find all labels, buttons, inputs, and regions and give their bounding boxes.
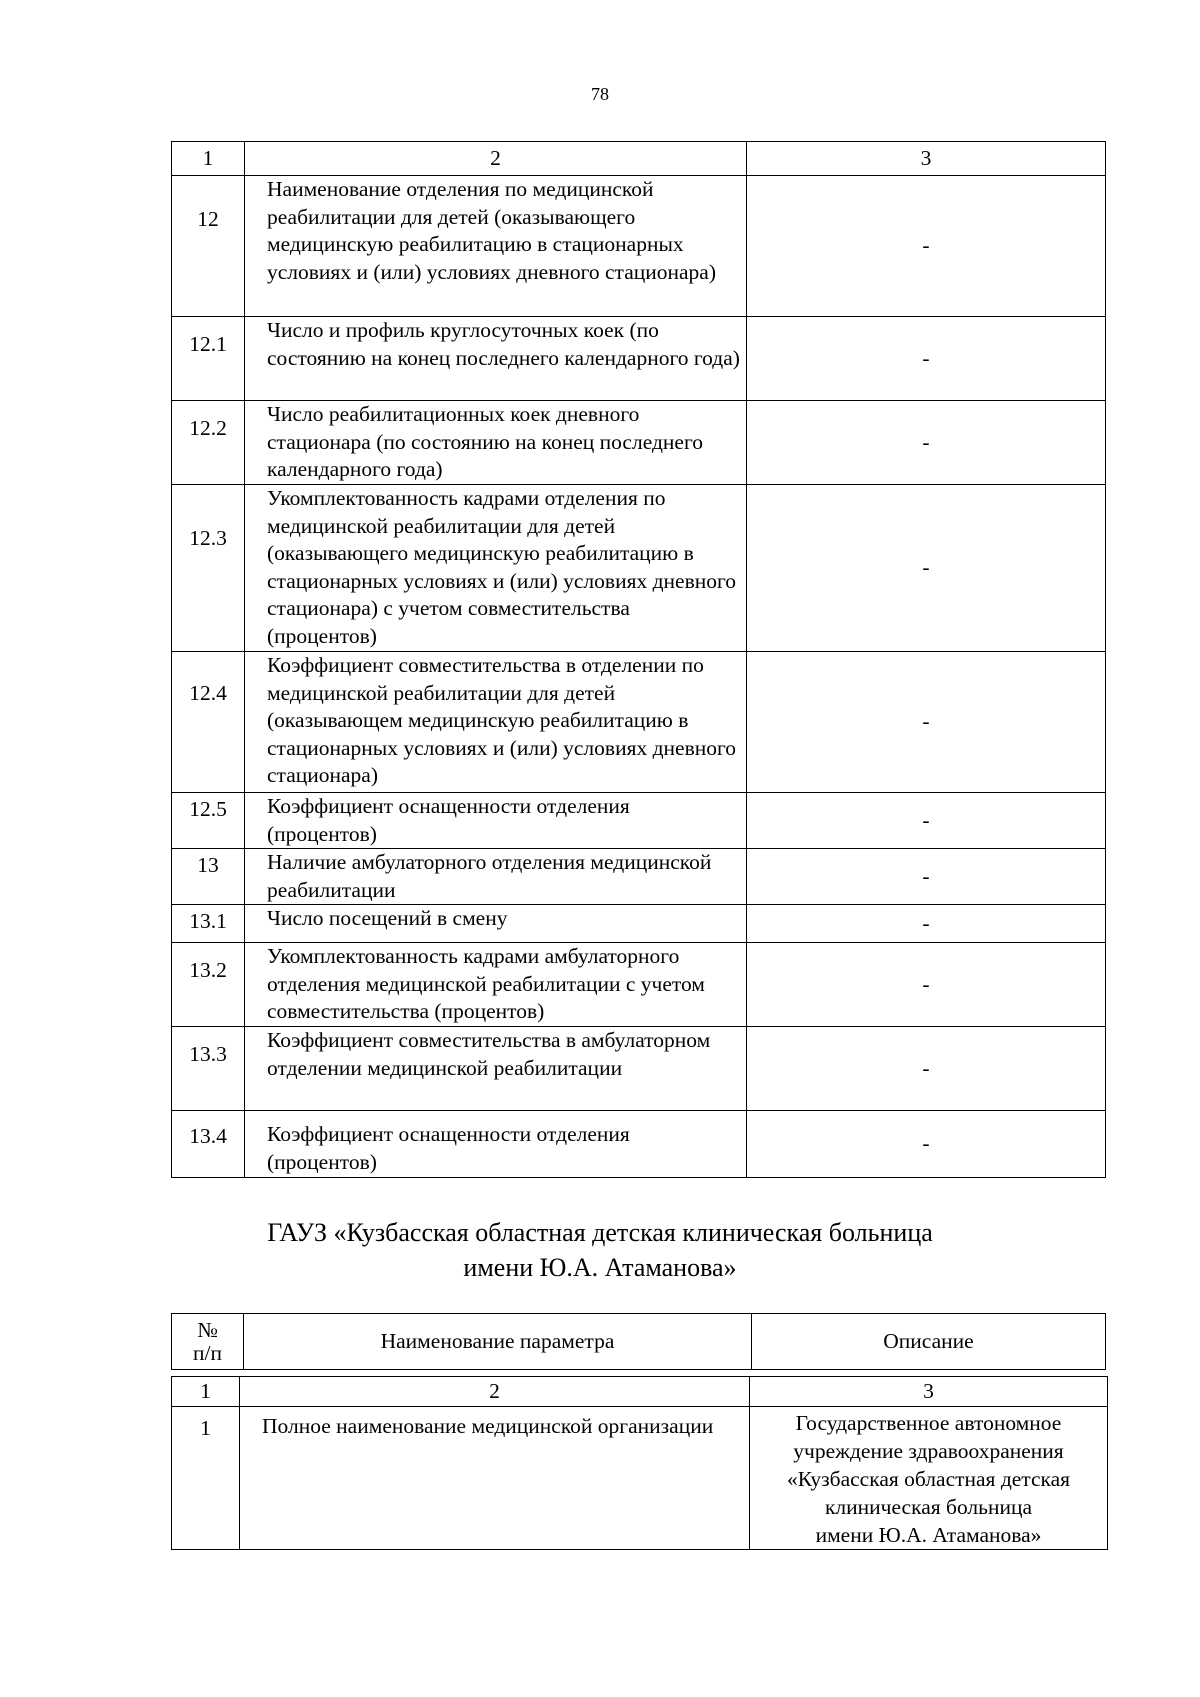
- row-name: Коэффициент оснащенности отделения (процентов): [245, 793, 747, 849]
- number-sign: №: [197, 1317, 218, 1342]
- table-row: [172, 652, 1106, 793]
- row-number: 12.5: [172, 793, 245, 849]
- table-row: [172, 176, 1106, 317]
- section-title-line-1: ГАУЗ «Кузбасская областная детская клиническая больница: [267, 1218, 933, 1247]
- description-line: «Кузбасская областная детская: [786, 1467, 1071, 1491]
- row-description: [750, 1407, 1108, 1550]
- description-column-header: Описание: [752, 1314, 1106, 1370]
- row-value: -: [747, 849, 1106, 905]
- row-name: Наличие амбулаторного отделения медицинской реабилитации: [245, 849, 747, 905]
- table-row: [172, 849, 1106, 905]
- row-name: Коэффициент совместительства в амбулаторном отделении медицинской реабилитации: [245, 1027, 747, 1111]
- row-value: -: [747, 1111, 1106, 1178]
- row-value: -: [747, 485, 1106, 652]
- table-row: [172, 943, 1106, 1027]
- section-title: [0, 1215, 1200, 1285]
- row-number: 12.1: [172, 317, 245, 401]
- table-row: [172, 485, 1106, 652]
- row-name: Коэффициент совместительства в отделении по медицинской реабилитации для детей (оказывающем медицинскую реабилитацию в стационарных условиях и (или) условиях дневного стационара): [245, 652, 747, 793]
- row-value: -: [747, 1027, 1106, 1111]
- name-column-header: Наименование параметра: [244, 1314, 752, 1370]
- row-value: -: [747, 652, 1106, 793]
- row-value: -: [747, 905, 1106, 943]
- column-index-3: 3: [750, 1377, 1108, 1407]
- row-name: Наименование отделения по медицинской реабилитации для детей (оказывающего медицинскую реабилитацию в стационарных условиях и (или) условиях дневного стационара): [245, 176, 747, 317]
- table-row: [172, 317, 1106, 401]
- column-index-2: 2: [240, 1377, 750, 1407]
- row-number: 12.2: [172, 401, 245, 485]
- column-index-1: 1: [172, 142, 245, 176]
- row-value: -: [747, 793, 1106, 849]
- column-index-2: 2: [245, 142, 747, 176]
- description-line: имени Ю.А. Атаманова»: [815, 1523, 1042, 1547]
- row-number: 13.1: [172, 905, 245, 943]
- parameters-table: [171, 1376, 1108, 1550]
- row-name: Число реабилитационных коек дневного стационара (по состоянию на конец последнего календарного года): [245, 401, 747, 485]
- table-index-row: [172, 142, 1106, 176]
- row-name: Число посещений в смену: [245, 905, 747, 943]
- number-column-header: [172, 1314, 244, 1370]
- row-value: -: [747, 943, 1106, 1027]
- section-title-line-2: имени Ю.А. Атаманова»: [463, 1253, 737, 1282]
- row-name: Число и профиль круглосуточных коек (по состоянию на конец последнего календарного года): [245, 317, 747, 401]
- table-row: [172, 905, 1106, 943]
- row-number: 1: [172, 1407, 240, 1550]
- description-line: учреждение здравоохранения: [793, 1439, 1064, 1463]
- row-name: Коэффициент оснащенности отделения (процентов): [245, 1111, 747, 1178]
- column-index-3: 3: [747, 142, 1106, 176]
- row-number: 12.4: [172, 652, 245, 793]
- row-value: -: [747, 176, 1106, 317]
- table-index-row: [172, 1377, 1108, 1407]
- table-row: [172, 1407, 1108, 1550]
- table-row: [172, 401, 1106, 485]
- table-row: [172, 1027, 1106, 1111]
- description-line: клиническая больница: [824, 1495, 1033, 1519]
- row-number: 13.3: [172, 1027, 245, 1111]
- table-row: [172, 793, 1106, 849]
- row-value: -: [747, 401, 1106, 485]
- row-value: -: [747, 317, 1106, 401]
- row-name: Полное наименование медицинской организации: [240, 1407, 750, 1550]
- indicators-table: [171, 141, 1106, 1178]
- number-abbrev: п/п: [193, 1340, 222, 1365]
- page-number: 78: [591, 84, 609, 104]
- row-name: Укомплектованность кадрами отделения по медицинской реабилитации для детей (оказывающего медицинскую реабилитацию в стационарных условиях и (или) условиях дневного стационара) с учетом совместительства (процентов): [245, 485, 747, 652]
- table-row: [172, 1111, 1106, 1178]
- row-number: 12: [172, 176, 245, 317]
- row-number: 13.2: [172, 943, 245, 1027]
- parameters-table-header: [171, 1313, 1106, 1370]
- description-line: Государственное автономное: [795, 1411, 1062, 1435]
- row-name: Укомплектованность кадрами амбулаторного отделения медицинской реабилитации с учетом совместительства (процентов): [245, 943, 747, 1027]
- row-number: 13: [172, 849, 245, 905]
- column-index-1: 1: [172, 1377, 240, 1407]
- row-number: 12.3: [172, 485, 245, 652]
- row-number: 13.4: [172, 1111, 245, 1178]
